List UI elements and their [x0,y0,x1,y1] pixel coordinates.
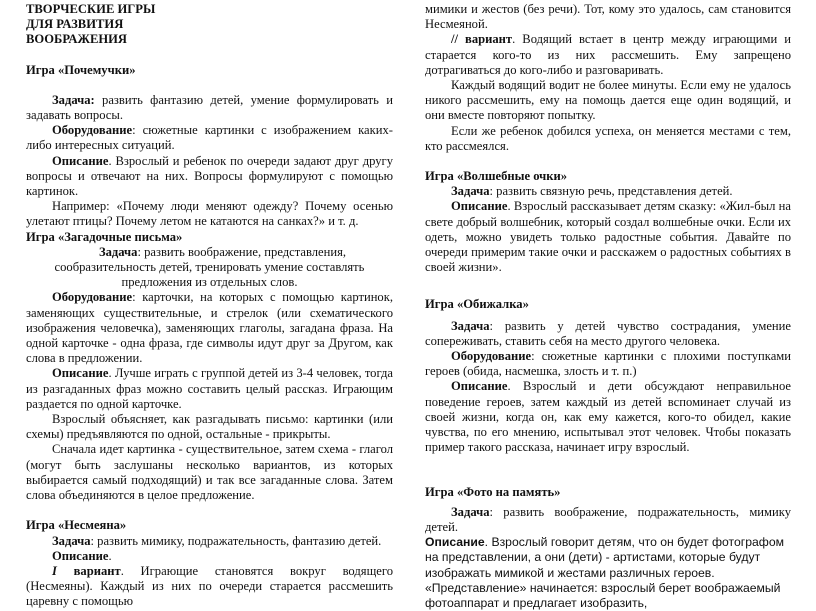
equipment-paragraph [425,349,791,379]
task-paragraph [425,505,791,535]
task-text: : развить мимику, подражательность, фантазию детей. [90,533,382,548]
description-paragraph [26,154,393,200]
variant-2-paragraph [425,32,791,78]
description-paragraph [425,535,791,611]
variant-paragraph [26,564,393,610]
description-label: Описание [451,199,508,214]
main-title-line-1: ТВОРЧЕСКИЕ ИГРЫ [26,2,156,16]
equipment-text: : карточки, на которых с помощью картинок, заменяющих существительные, и стрелок (или схематического изображения человечка), заменяющих глаголы, загадана фраза. На одной карточке - одна фраза, где символы идут друг за Другом, как слова в предложении. [26,290,393,366]
variant-number: I [52,563,57,578]
body-paragraph: Каждый водящий водит не более минуты. Если ему не удалось никого рассмешить, ему на помощь дается еще один водящий, и они вместе повторяют попытку. [425,78,791,123]
equipment-text: : сюжетные картинки с плохими поступками героев (обида, насмешка, злость и т. п.) [425,349,791,379]
task-paragraph [26,93,393,123]
description-paragraph [26,366,393,412]
left-column [26,2,393,610]
variant-2-label: // вариант [451,32,513,47]
description-label: Описание [425,535,485,550]
description-paragraph [26,549,393,564]
task-label: Задача [98,244,138,259]
description-label: Описание [52,548,109,563]
variant-2-text: . Водящий встает в центр между играющими и старается кого-то из них рассмешить. Ему запрещено дотрагиваться до кого-либо и разговаривать. [425,32,791,77]
main-title-line-3: ВООБРАЖЕНИЯ [26,32,128,47]
description-label: Описание [451,379,508,394]
task-text: : развить связную речь, представления детей. [489,184,733,199]
task-label: Задача [451,318,490,333]
equipment-label: Оборудование [52,290,133,305]
task-paragraph [425,319,791,349]
body-paragraph: Взрослый объясняет, как разгадывать письмо: картинки (или схемы) предъявляются по одной, остальные - прикрыты. [26,412,393,442]
task-paragraph [425,184,791,199]
task-label: Задача [451,184,490,199]
task-text: развить фантазию детей, умение формулировать и задавать вопросы. [26,92,393,123]
task-paragraph [26,245,393,291]
task-label: Задача [451,504,490,519]
game-heading-photo: Игра «Фото на память» [425,485,561,500]
equipment-paragraph [26,123,393,153]
variant-text: . Играющие становятся вокруг водящего (Несмеяны). Каждый из них по очереди старается рассмешить царевну с помощью [26,563,393,609]
description-text: . Взрослый говорит детям, что он будет фотографом на представлении, а они (дети) - артистами, которые будут изображать мимикой и жестами различных героев. «Представление» начинается: взрослый берет воображаемый фотоаппарат и предлагает изобразить, [425,535,784,610]
description-text: . Лучше играть с группой детей из 3-4 человек, тогда из разгаданных фраз можно составить целый рассказ. Играющим раздается по одной карточке. [26,366,393,411]
game-heading-magic-glasses: Игра «Волшебные очки» [425,169,568,184]
description-paragraph [425,199,791,275]
variant-label: вариант [56,563,121,578]
game-heading-pochemuchki: Игра «Почемучки» [26,62,136,77]
equipment-text: : сюжетные картинки с изображением каких-либо интересных ситуаций. [26,123,393,153]
right-column [425,2,791,611]
description-text: . Взрослый и дети обсуждают неправильное поведение героев, затем каждый из детей вспоминает случай из своей жизни, когда он, как ему кажется, кого-то обидел, какие чувства, по его мнению, испытывал этот человек. Чтобы показать пример такого рассказа, начинает игру взрослый. [425,379,791,455]
equipment-label: Оборудование [451,349,532,364]
task-label: Задача: [52,92,95,107]
game-heading-nesmeyana: Игра «Несмеяна» [26,518,127,533]
main-title-line-2: ДЛЯ РАЗВИТИЯ [26,17,124,32]
task-paragraph [26,534,393,549]
description-text: . [108,548,112,563]
equipment-paragraph [26,290,393,366]
description-label: Описание [52,153,109,168]
continued-paragraph: мимики и жестов (без речи). Тот, кому это удалось, сам становится Несмеяной. [425,2,791,32]
game-heading-obizhalka: Игра «Обижалка» [425,297,529,312]
task-text: : развить воображение, подражательность, мимику детей. [425,504,791,534]
body-paragraph: Сначала идет картинка - существительное, затем схема - глагол (могут быть заслушаны несколько вариантов, из которых выбирается самый подходящий) и так все загаданные слова. Затем слова объединяются в целое предложение. [26,442,393,503]
description-paragraph [425,379,791,455]
body-paragraph: Если же ребенок добился успеха, он меняется местами с тем, кто рассмеялся. [425,123,791,153]
example-paragraph: Например: «Почему люди меняют одежду? Почему осенью улетают птицы? Почему летом не катаются на санках?» и т. д. [26,199,393,229]
description-label: Описание [52,366,109,381]
equipment-label: Оборудование [52,123,133,138]
task-text: : развить у детей чувство сострадания, умение сопереживать, ставить себя на место другого человека. [425,318,791,348]
task-label: Задача [52,533,91,548]
description-text: . Взрослый рассказывает детям сказку: «Жил-был на свете добрый волшебник, который создал волшебные очки. Если их одеть, можно увидеть только радостные события. Давайте по очереди примерим такие очки и расскажем о радостных событиях в своей жизни». [425,199,791,275]
task-text: : развить воображение, представления, сообразительность детей, тренировать умение составлять предложения из отдельных слов. [54,244,365,290]
game-heading-letters: Игра «Загадочные письма» [26,229,183,244]
description-text: . Взрослый и ребенок по очереди задают друг другу вопросы и отвечают на них. Вопросы формулируют с помощью картинок. [26,153,393,199]
